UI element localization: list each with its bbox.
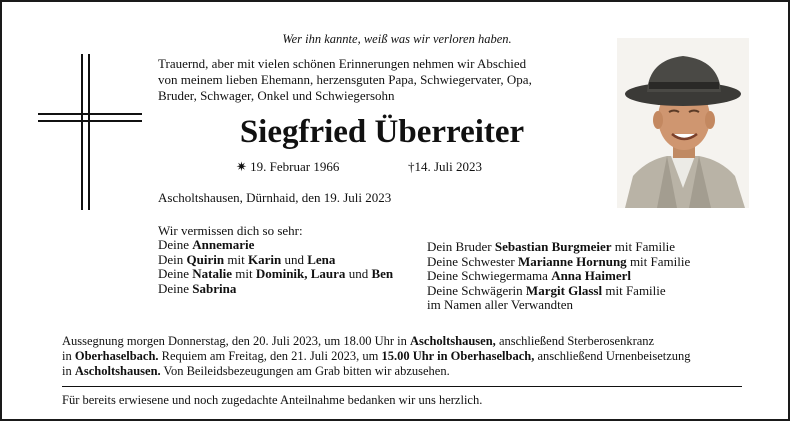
- text: Deine Schwägerin: [427, 282, 526, 298]
- death-date-text: 14. Juli 2023: [414, 159, 483, 174]
- ceremony-line: [62, 364, 762, 379]
- text: Dein Bruder: [427, 239, 495, 254]
- text: und: [281, 251, 308, 267]
- intro-line: Trauernd, aber mit vielen schönen Erinnerungen nehmen wir Abschied: [158, 56, 527, 71]
- deceased-name: Siegfried Überreiter: [239, 114, 525, 150]
- place-name: 15.00 Uhr in Oberhaselbach,: [381, 349, 535, 363]
- text: in: [62, 364, 75, 378]
- dagger-icon: †: [408, 159, 415, 174]
- text: Deine: [158, 280, 193, 296]
- mourner-name: Karin: [247, 251, 282, 267]
- mourner-name: Quirin: [186, 251, 225, 267]
- ceremony-line: [62, 334, 762, 349]
- mourner-name: Annemarie: [192, 237, 255, 252]
- mourner-name: Dominik, Laura: [255, 266, 346, 281]
- portrait-image: [617, 38, 749, 208]
- text: Requiem am Freitag, den 21. Juli 2023, um: [158, 349, 382, 363]
- text: Deine Schwiegermama: [427, 268, 552, 283]
- text: und: [345, 266, 372, 281]
- list-item: [158, 238, 393, 253]
- text: Von Beileidsbezeugungen am Grab bitten wir abzusehen.: [160, 364, 450, 378]
- place-name: Ascholtshausen.: [74, 364, 161, 378]
- text: anschließend Sterberosenkranz: [495, 334, 655, 348]
- text: in: [62, 349, 75, 363]
- list-item: [158, 267, 393, 282]
- mourner-name: Sebastian Burgmeier: [494, 239, 612, 254]
- ceremony-line: [62, 349, 762, 364]
- intro-line: von meinem lieben Ehemann, herzensguten Papa, Schwiegervater, Opa,: [158, 72, 532, 87]
- list-item: [427, 255, 690, 270]
- text: Deine: [158, 266, 193, 281]
- place-date: Ascholtshausen, Dürnhaid, den 19. Juli 2023: [158, 190, 392, 205]
- list-item: [158, 253, 393, 268]
- miss-heading: Wir vermissen dich so sehr:: [158, 223, 303, 238]
- thanks-note: Für bereits erwiesene und noch zugedachte Anteilnahme bedanken wir uns herzlich.: [62, 393, 483, 407]
- list-item: [427, 269, 690, 284]
- mourner-name: Sabrina: [192, 280, 237, 296]
- text: mit: [232, 266, 256, 281]
- divider: [62, 386, 742, 387]
- birth-date-text: 19. Februar 1966: [250, 159, 340, 174]
- birth-date: [236, 159, 339, 175]
- motto: Wer ihn kannte, weiß was wir verloren haben.: [282, 32, 512, 46]
- intro-line: Bruder, Schwager, Onkel und Schwiegersohn: [158, 88, 395, 103]
- text: Dein: [158, 251, 187, 267]
- star-icon: ✷: [236, 159, 247, 174]
- mourner-name: Marianne Hornung: [517, 253, 627, 269]
- mourner-name: Ben: [371, 266, 394, 281]
- intro-text: [158, 56, 598, 104]
- text: Deine: [158, 237, 193, 252]
- place-name: Ascholtshausen,: [410, 334, 496, 348]
- ceremony-info: [62, 334, 762, 379]
- text: anschließend Urnenbeisetzung: [534, 349, 691, 363]
- place-name: Oberhaselbach.: [74, 349, 159, 363]
- text: mit Familie: [611, 239, 676, 254]
- text: mit Familie: [602, 282, 666, 298]
- cross-icon: [38, 54, 142, 210]
- mourner-name: Margit Glassl: [525, 282, 603, 298]
- text: mit Familie: [626, 253, 691, 269]
- mourner-name: Lena: [307, 251, 336, 267]
- family-list-right: [427, 240, 690, 313]
- list-item: [427, 240, 690, 255]
- portrait-photo: [617, 38, 749, 208]
- text: Deine Schwester: [427, 253, 518, 269]
- mourner-name: Anna Haimerl: [551, 268, 631, 283]
- family-list-left: [158, 238, 393, 296]
- death-date: [408, 159, 482, 175]
- list-item: [427, 298, 690, 313]
- list-item: [427, 284, 690, 299]
- text: mit: [224, 251, 248, 267]
- list-item: [158, 282, 393, 297]
- text: Aussegnung morgen Donnerstag, den 20. Juli 2023, um 18.00 Uhr in: [62, 334, 411, 348]
- text: im Namen aller Verwandten: [427, 297, 573, 312]
- mourner-name: Natalie: [192, 266, 233, 281]
